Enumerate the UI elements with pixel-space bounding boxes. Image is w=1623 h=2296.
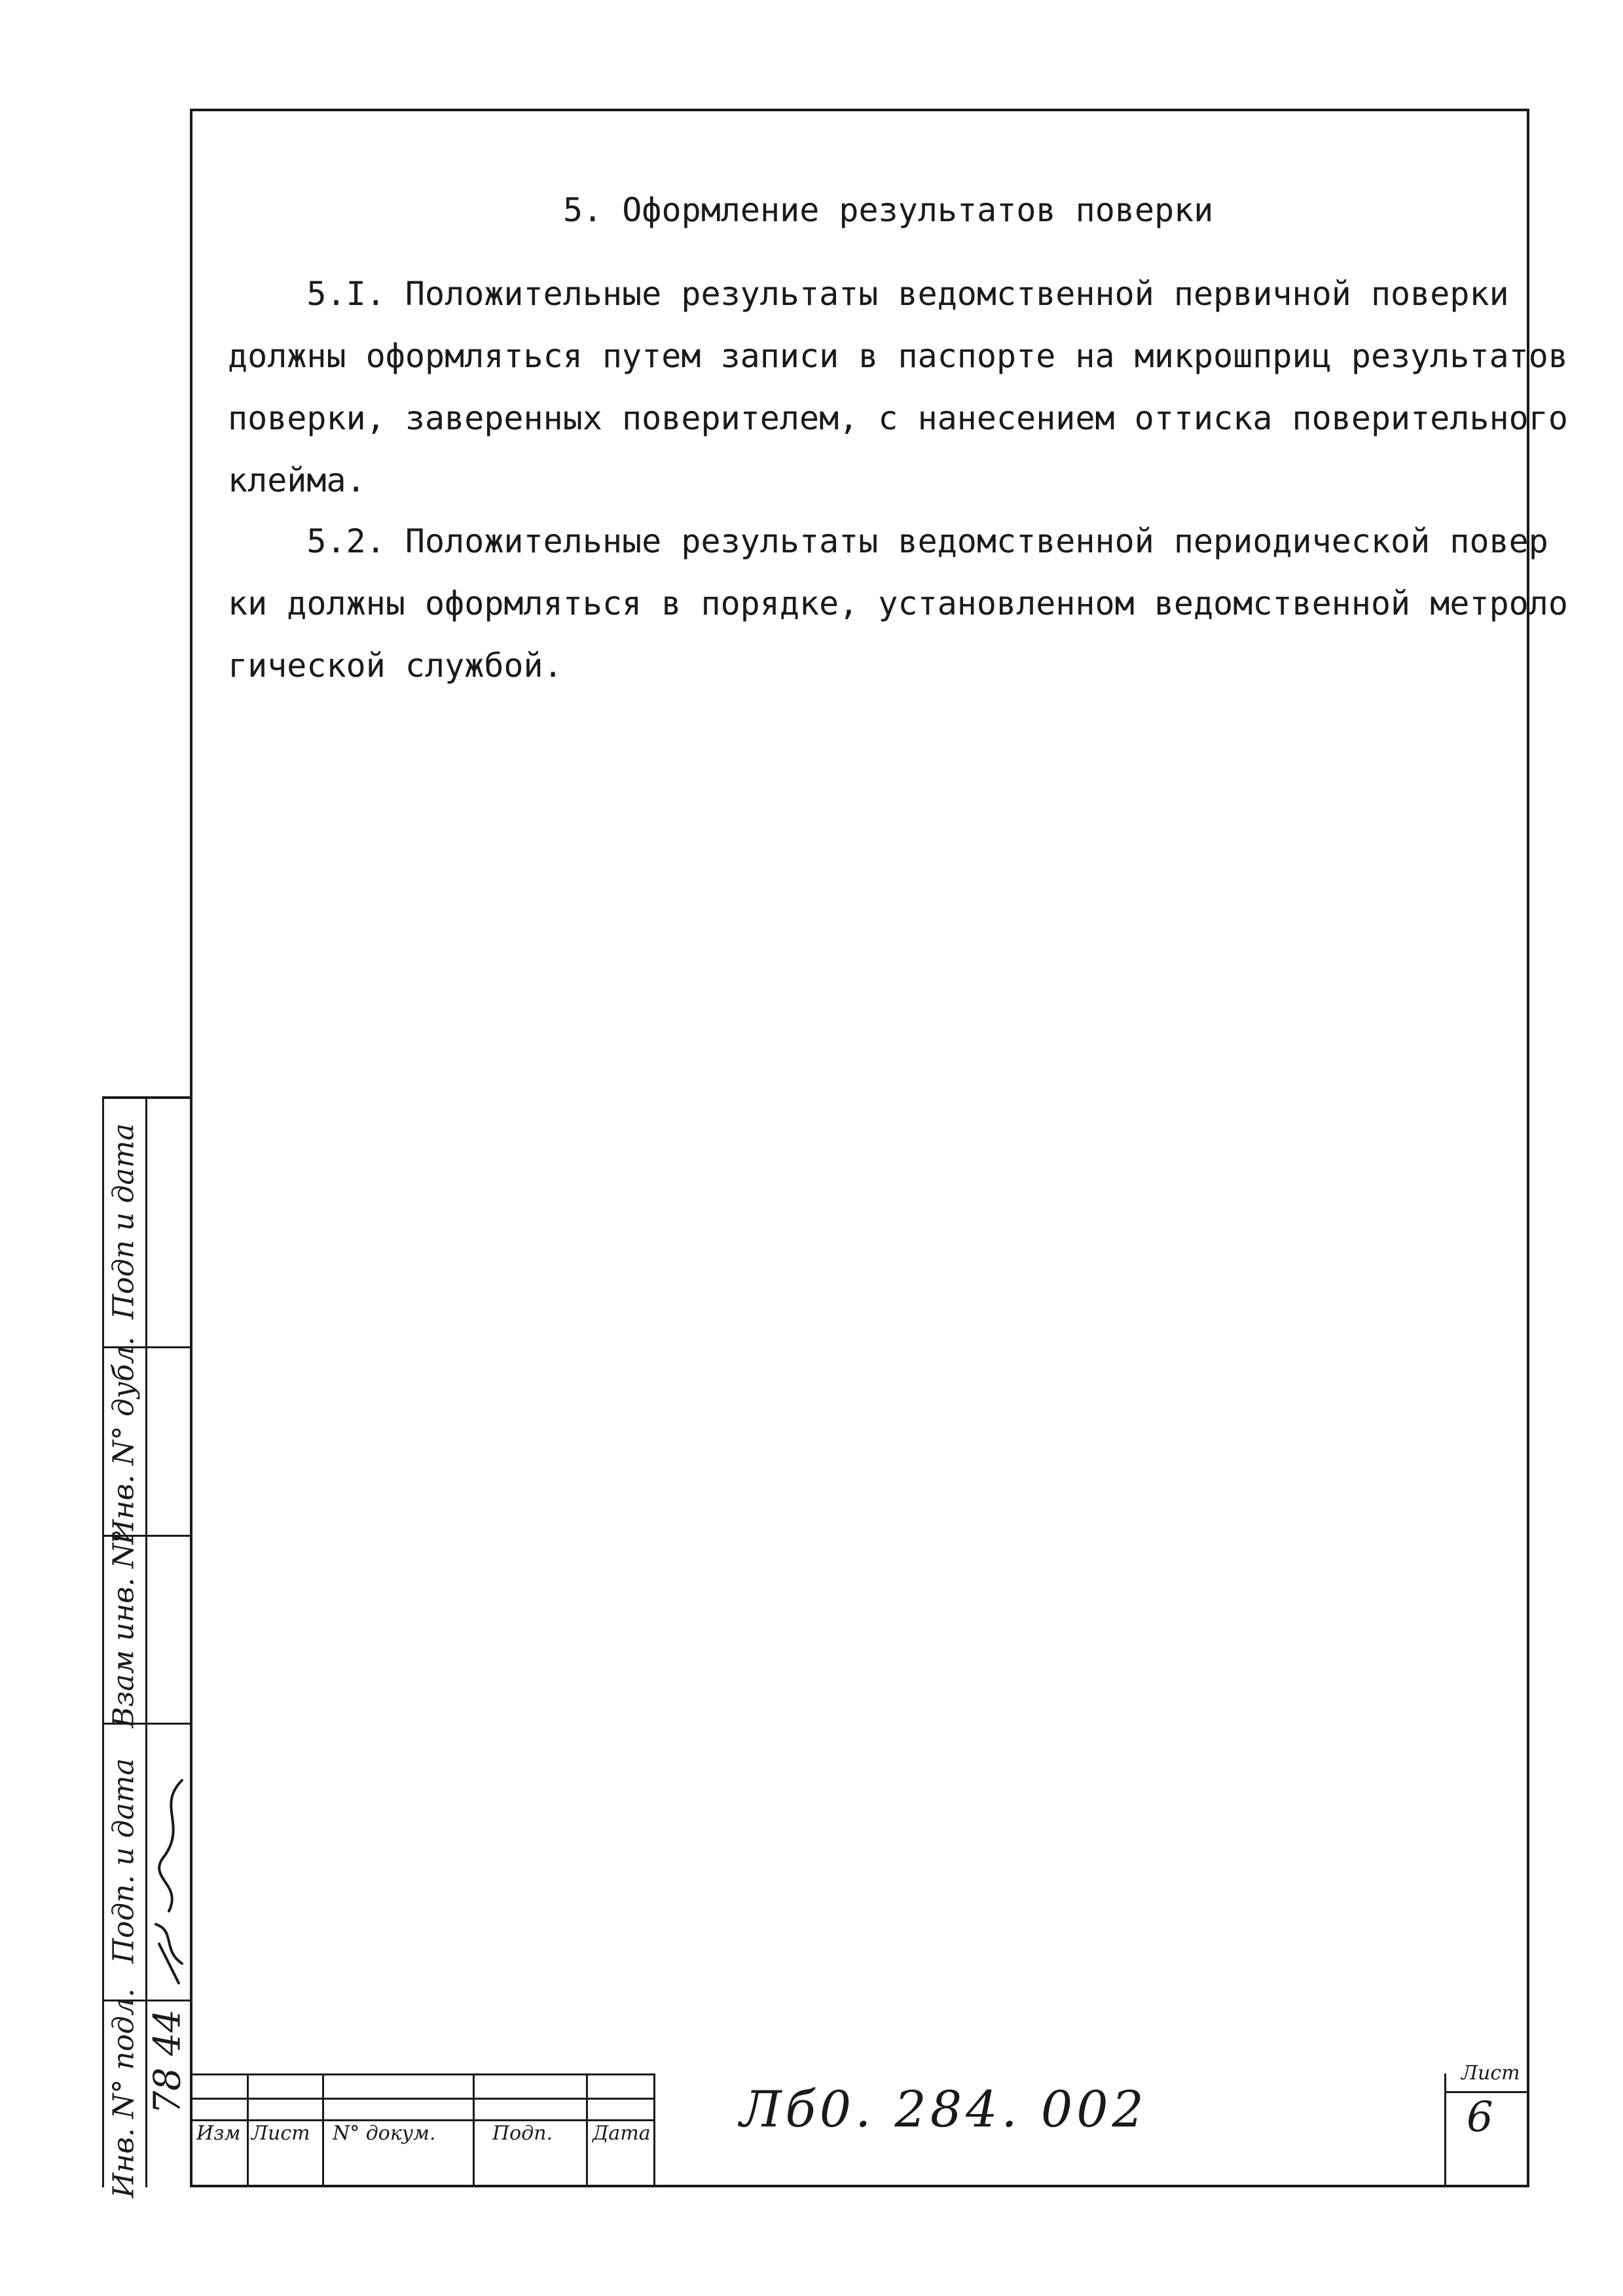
inv-number: 78 44: [146, 2009, 189, 2115]
title-block-col-divider: [653, 2073, 655, 2187]
title-block-line: [191, 2119, 653, 2121]
title-block-col-divider: [473, 2073, 475, 2187]
side-label-original-inv: Инв. N° подл.: [107, 1988, 141, 2198]
title-block-line: [191, 2073, 653, 2075]
text-line: 5.2. Положительные результаты ведомственной периодической повер: [228, 522, 1548, 560]
text-line: гической службой.: [228, 647, 563, 685]
sheet-label: Лист: [1461, 2062, 1520, 2085]
text-line: ки должны оформляться в порядке, установленном ведомственной метроло: [228, 584, 1568, 622]
document-code: Лб0. 284. 002: [740, 2080, 1148, 2138]
title-block-col-divider: [322, 2073, 324, 2187]
col-label-change: Изм: [196, 2122, 241, 2145]
col-label-date: Дата: [593, 2122, 651, 2145]
text-line: должны оформляться путем записи в паспорте на микрошприц результатов: [228, 337, 1568, 375]
side-label-replacement-inv: Взам инв. N°: [107, 1528, 141, 1729]
col-label-signature: Подп.: [492, 2122, 553, 2145]
title-block-col-divider: [586, 2073, 588, 2187]
side-label-dup-inv: Инв. N° дубл.: [107, 1336, 141, 1545]
col-label-doc-number: N° докум.: [333, 2122, 436, 2145]
handwritten-signature: [149, 1767, 191, 1990]
title-block-col-divider: [1444, 2073, 1446, 2187]
title-block-line: [191, 2098, 653, 2100]
section-heading: 5. Оформление результатов поверки: [563, 191, 1214, 229]
text-line: клейма.: [228, 461, 366, 499]
side-label-signature-date-2: Подп. и дата: [107, 1758, 141, 1964]
title-block-col-divider: [247, 2073, 249, 2187]
side-label-signature-date: Подп и дата: [107, 1123, 141, 1319]
sheet-number: 6: [1467, 2093, 1493, 2142]
text-line: 5.I. Положительные результаты ведомственной первичной поверки: [228, 275, 1509, 313]
col-label-sheet: Лист: [251, 2122, 310, 2145]
text-line: поверки, заверенных поверителем, с нанесением оттиска поверительного: [228, 399, 1568, 437]
